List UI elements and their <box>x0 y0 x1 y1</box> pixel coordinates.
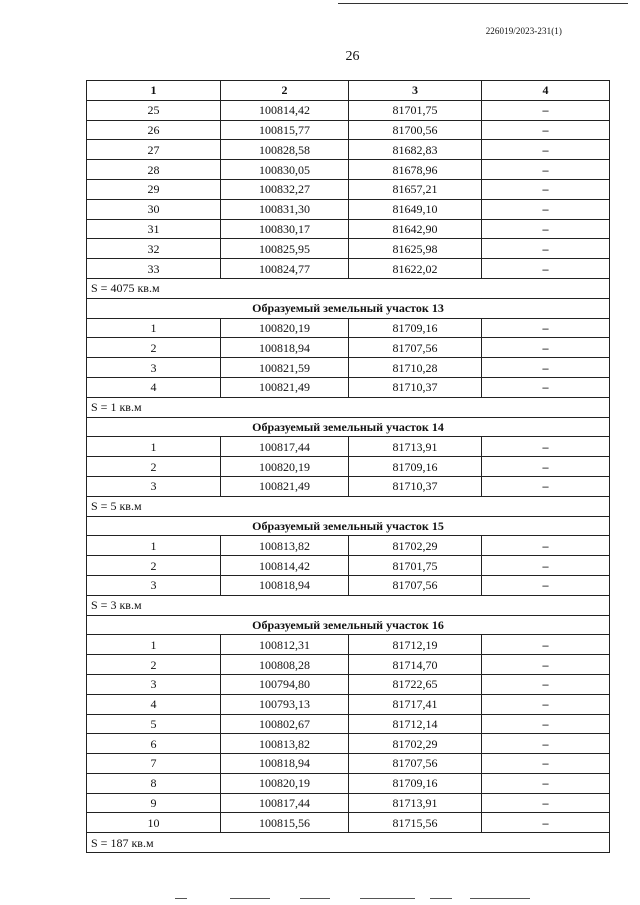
note: – <box>482 160 610 180</box>
point-number: 4 <box>87 694 221 714</box>
point-number: 2 <box>87 655 221 675</box>
table-row <box>87 140 610 160</box>
x-coordinate: 100814,42 <box>221 100 349 120</box>
x-coordinate: 100824,77 <box>221 259 349 279</box>
note: – <box>482 318 610 338</box>
y-coordinate: 81642,90 <box>349 219 482 239</box>
y-coordinate: 81722,65 <box>349 674 482 694</box>
y-coordinate: 81710,28 <box>349 358 482 378</box>
y-coordinate: 81701,75 <box>349 556 482 576</box>
coordinates-table <box>86 80 610 853</box>
table-row <box>87 318 610 338</box>
point-number: 1 <box>87 536 221 556</box>
point-number: 3 <box>87 575 221 595</box>
x-coordinate: 100813,82 <box>221 536 349 556</box>
note: – <box>482 655 610 675</box>
point-number: 9 <box>87 793 221 813</box>
section-title: Образуемый земельный участок 13 <box>87 298 610 318</box>
table-row <box>87 476 610 496</box>
table-row <box>87 239 610 259</box>
y-coordinate: 81712,14 <box>349 714 482 734</box>
point-number: 8 <box>87 773 221 793</box>
point-number: 6 <box>87 734 221 754</box>
y-coordinate: 81701,75 <box>349 100 482 120</box>
note: – <box>482 120 610 140</box>
area-row <box>87 397 610 417</box>
note: – <box>482 793 610 813</box>
y-coordinate: 81622,02 <box>349 259 482 279</box>
note: – <box>482 556 610 576</box>
x-coordinate: 100832,27 <box>221 179 349 199</box>
y-coordinate: 81702,29 <box>349 734 482 754</box>
table-row <box>87 575 610 595</box>
table-row <box>87 556 610 576</box>
point-number: 3 <box>87 476 221 496</box>
y-coordinate: 81712,19 <box>349 635 482 655</box>
x-coordinate: 100831,30 <box>221 199 349 219</box>
point-number: 7 <box>87 754 221 774</box>
y-coordinate: 81710,37 <box>349 476 482 496</box>
column-header-2: 2 <box>221 81 349 101</box>
table-row <box>87 457 610 477</box>
point-number: 32 <box>87 239 221 259</box>
table-row <box>87 536 610 556</box>
table-row <box>87 259 610 279</box>
note: – <box>482 179 610 199</box>
y-coordinate: 81682,83 <box>349 140 482 160</box>
y-coordinate: 81714,70 <box>349 655 482 675</box>
area-value: S = 4075 кв.м <box>87 278 610 298</box>
point-number: 33 <box>87 259 221 279</box>
note: – <box>482 476 610 496</box>
x-coordinate: 100825,95 <box>221 239 349 259</box>
page-number: 26 <box>345 49 360 64</box>
column-header-4: 4 <box>482 81 610 101</box>
table-row <box>87 655 610 675</box>
x-coordinate: 100820,19 <box>221 773 349 793</box>
bottom-scan-marks <box>0 893 640 905</box>
area-row <box>87 833 610 853</box>
note: – <box>482 219 610 239</box>
y-coordinate: 81713,91 <box>349 437 482 457</box>
column-header-1: 1 <box>87 81 221 101</box>
table-row <box>87 714 610 734</box>
section-title-row <box>87 516 610 536</box>
y-coordinate: 81707,56 <box>349 338 482 358</box>
y-coordinate: 81649,10 <box>349 199 482 219</box>
note: – <box>482 457 610 477</box>
table-row <box>87 694 610 714</box>
y-coordinate: 81709,16 <box>349 457 482 477</box>
x-coordinate: 100802,67 <box>221 714 349 734</box>
y-coordinate: 81707,56 <box>349 754 482 774</box>
table-row <box>87 635 610 655</box>
section-title: Образуемый земельный участок 15 <box>87 516 610 536</box>
point-number: 29 <box>87 179 221 199</box>
note: – <box>482 239 610 259</box>
area-row <box>87 496 610 516</box>
note: – <box>482 714 610 734</box>
point-number: 31 <box>87 219 221 239</box>
table-row <box>87 773 610 793</box>
x-coordinate: 100820,19 <box>221 318 349 338</box>
note: – <box>482 199 610 219</box>
note: – <box>482 338 610 358</box>
point-number: 1 <box>87 437 221 457</box>
point-number: 2 <box>87 457 221 477</box>
top-rule <box>338 3 628 4</box>
y-coordinate: 81678,96 <box>349 160 482 180</box>
area-row <box>87 595 610 615</box>
point-number: 30 <box>87 199 221 219</box>
point-number: 1 <box>87 635 221 655</box>
y-coordinate: 81657,21 <box>349 179 482 199</box>
area-value: S = 5 кв.м <box>87 496 610 516</box>
document-number: 226019/2023-231(1) <box>485 26 562 36</box>
table-row <box>87 437 610 457</box>
note: – <box>482 674 610 694</box>
section-title-row <box>87 298 610 318</box>
y-coordinate: 81709,16 <box>349 773 482 793</box>
table-row <box>87 358 610 378</box>
note: – <box>482 377 610 397</box>
point-number: 27 <box>87 140 221 160</box>
table-row <box>87 813 610 833</box>
x-coordinate: 100817,44 <box>221 793 349 813</box>
x-coordinate: 100793,13 <box>221 694 349 714</box>
table-row <box>87 734 610 754</box>
x-coordinate: 100821,59 <box>221 358 349 378</box>
x-coordinate: 100818,94 <box>221 338 349 358</box>
x-coordinate: 100821,49 <box>221 476 349 496</box>
x-coordinate: 100817,44 <box>221 437 349 457</box>
table-row <box>87 199 610 219</box>
point-number: 25 <box>87 100 221 120</box>
point-number: 2 <box>87 556 221 576</box>
y-coordinate: 81702,29 <box>349 536 482 556</box>
section-title: Образуемый земельный участок 14 <box>87 417 610 437</box>
point-number: 2 <box>87 338 221 358</box>
note: – <box>482 694 610 714</box>
point-number: 28 <box>87 160 221 180</box>
x-coordinate: 100794,80 <box>221 674 349 694</box>
note: – <box>482 140 610 160</box>
table-row <box>87 674 610 694</box>
y-coordinate: 81700,56 <box>349 120 482 140</box>
note: – <box>482 734 610 754</box>
section-title-row <box>87 417 610 437</box>
x-coordinate: 100830,05 <box>221 160 349 180</box>
y-coordinate: 81625,98 <box>349 239 482 259</box>
column-header-3: 3 <box>349 81 482 101</box>
x-coordinate: 100830,17 <box>221 219 349 239</box>
y-coordinate: 81713,91 <box>349 793 482 813</box>
point-number: 5 <box>87 714 221 734</box>
table-row <box>87 754 610 774</box>
area-row <box>87 278 610 298</box>
note: – <box>482 259 610 279</box>
point-number: 26 <box>87 120 221 140</box>
x-coordinate: 100828,58 <box>221 140 349 160</box>
table-row <box>87 338 610 358</box>
note: – <box>482 813 610 833</box>
table-row <box>87 219 610 239</box>
note: – <box>482 437 610 457</box>
note: – <box>482 575 610 595</box>
area-value: S = 3 кв.м <box>87 595 610 615</box>
table-row <box>87 120 610 140</box>
point-number: 1 <box>87 318 221 338</box>
x-coordinate: 100820,19 <box>221 457 349 477</box>
point-number: 4 <box>87 377 221 397</box>
y-coordinate: 81707,56 <box>349 575 482 595</box>
area-value: S = 1 кв.м <box>87 397 610 417</box>
note: – <box>482 635 610 655</box>
x-coordinate: 100818,94 <box>221 754 349 774</box>
y-coordinate: 81717,41 <box>349 694 482 714</box>
note: – <box>482 536 610 556</box>
x-coordinate: 100821,49 <box>221 377 349 397</box>
note: – <box>482 358 610 378</box>
point-number: 3 <box>87 674 221 694</box>
x-coordinate: 100812,31 <box>221 635 349 655</box>
table-row <box>87 793 610 813</box>
x-coordinate: 100818,94 <box>221 575 349 595</box>
area-value: S = 187 кв.м <box>87 833 610 853</box>
table-row <box>87 100 610 120</box>
point-number: 3 <box>87 358 221 378</box>
y-coordinate: 81709,16 <box>349 318 482 338</box>
note: – <box>482 754 610 774</box>
x-coordinate: 100808,28 <box>221 655 349 675</box>
y-coordinate: 81715,56 <box>349 813 482 833</box>
section-title-row <box>87 615 610 635</box>
point-number: 10 <box>87 813 221 833</box>
table-row <box>87 377 610 397</box>
x-coordinate: 100815,77 <box>221 120 349 140</box>
note: – <box>482 100 610 120</box>
x-coordinate: 100813,82 <box>221 734 349 754</box>
x-coordinate: 100815,56 <box>221 813 349 833</box>
section-title: Образуемый земельный участок 16 <box>87 615 610 635</box>
table-row <box>87 160 610 180</box>
table-row <box>87 179 610 199</box>
y-coordinate: 81710,37 <box>349 377 482 397</box>
table-header-row <box>87 81 610 101</box>
x-coordinate: 100814,42 <box>221 556 349 576</box>
note: – <box>482 773 610 793</box>
